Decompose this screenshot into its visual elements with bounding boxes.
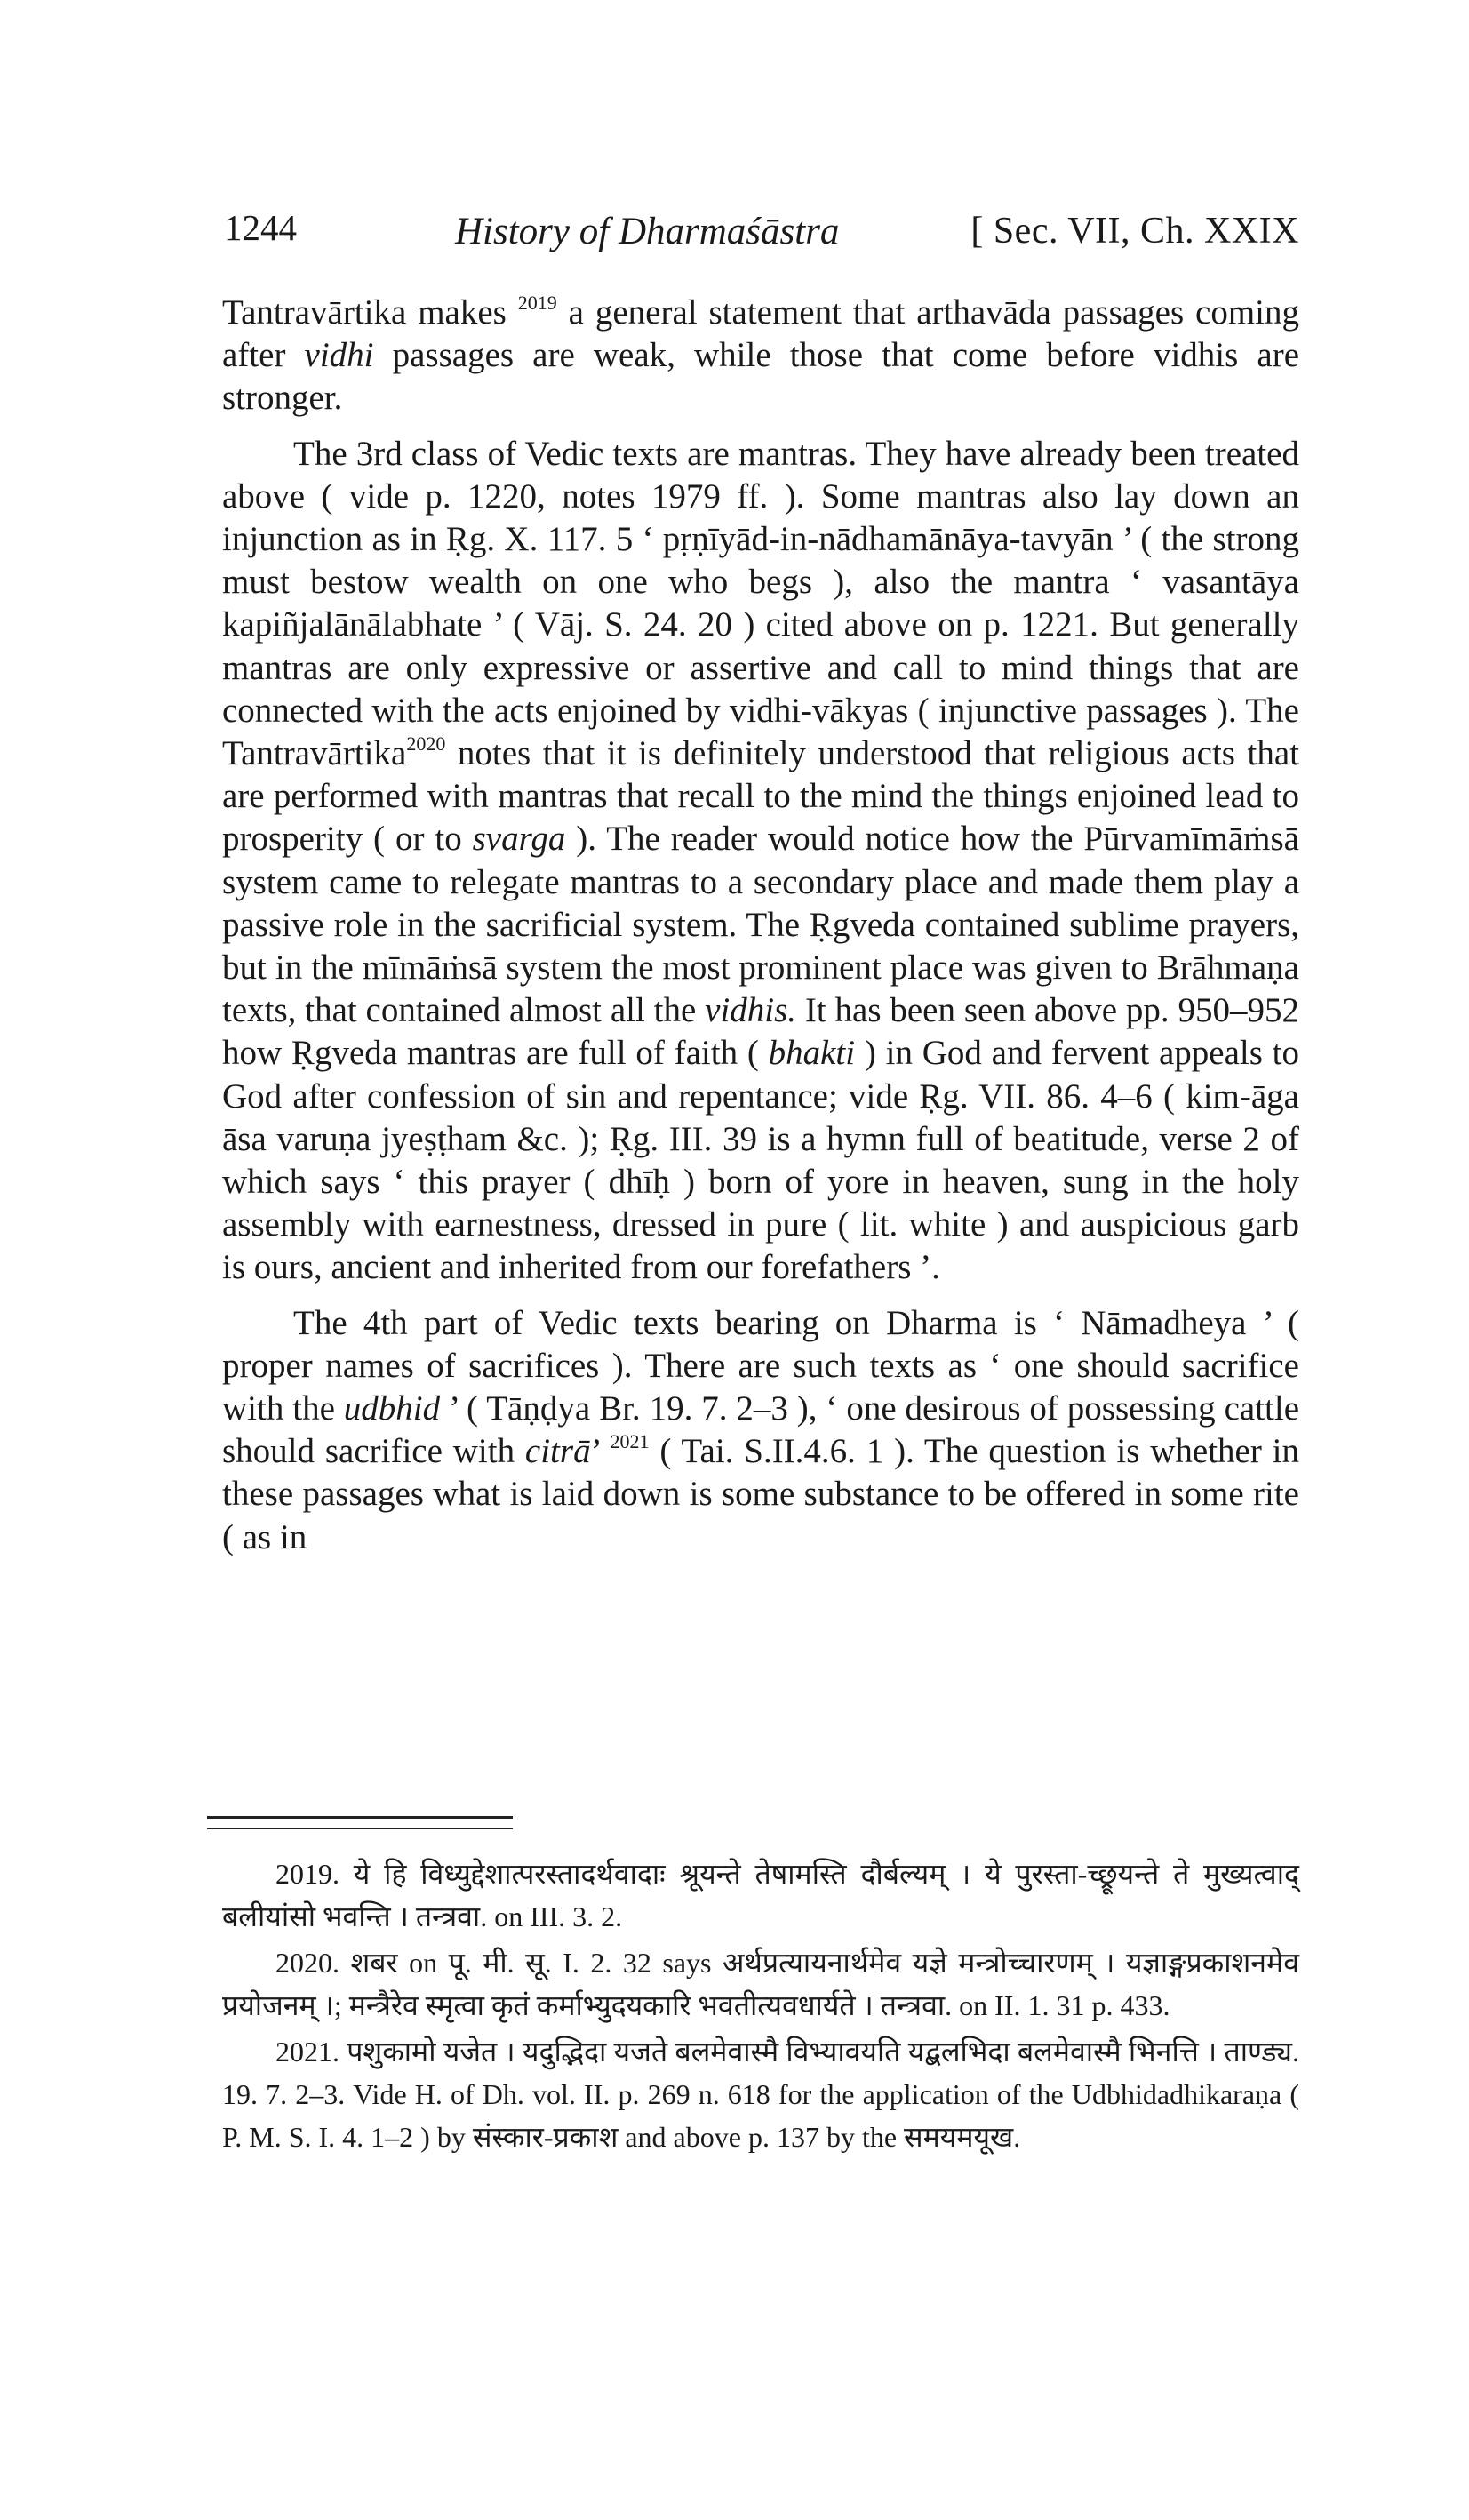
footnote-ref-2021: 2021 <box>610 1430 650 1453</box>
page-number: 1244 <box>224 207 297 248</box>
section-reference: [ Sec. VII, Ch. XXIX <box>970 211 1299 252</box>
footnotes <box>222 1852 1299 2162</box>
footnote-2020: 2020. शबर on पू. मी. सू. I. 2. 32 says अर्थप्रत्यायनार्थमेव यज्ञे मन्त्रोच्चारणम् । यज्ञाङ्गप्रकाशनमेव प्रयोजनम् ।; मन्त्रैरेव स्मृत्वा कृतं कर्माभ्युदयकारि भवतीत्यवधार्यते । तन्त्रवा. on II. 1. 31 p. 433. <box>222 1947 1299 2021</box>
page-header <box>224 197 1299 260</box>
footnote-2019: 2019. ये हि विध्युद्देशात्परस्तादर्थवादाः श्रूयन्ते तेषामस्ति दौर्बल्यम् । ये पुरस्ता-च्छ्रूयन्ते ते मुख्यत्वाद् बलीयांसो भवन्ति । तन्त्रवा. on III. 3. 2. <box>222 1858 1299 1932</box>
paragraph-namadheya: The 4th part of Vedic texts bearing on Dharma is ‘ Nāmadheya ’ ( proper names of sacrifices ). There are such texts as ‘ one should sacrifice with the udbhid ’ ( Tāṇḍya Br. 19. 7. 2–3 ), ‘ one desirous of possessing cattle should sacrifice with citrā’ $^{2021}$ ( Tai. S.II.4.6. 1 ). The question is whether in these passages what is laid down is some substance to be offered in some rite ( as in <box>222 1303 1300 1556</box>
footnote-2021: 2021. पशुकामो यजेत । यदुद्भिदा यजते बलमेवास्मै विभ्यावयति यद्बलभिदा बलमेवास्मै भिनत्ति । ताण्ड्य. 19. 7. 2–3. Vide H. of Dh. vol. II. p. 269 n. 618 for the application of the Udbhidadhikaraṇa ( P. M. S. I. 4. 1–2 ) by संस्कार-प्रकाश and above p. 137 by the समयमयूख. <box>222 2036 1299 2153</box>
footnote-divider-top <box>207 1816 513 1819</box>
footnote-ref-2020: 2020 <box>406 732 446 756</box>
paragraph-mantras: The 3rd class of Vedic texts are mantras. They have already been treated above ( vide p. 1220, notes 1979 ff. ). Some mantras also lay down an injunction as in Ṛg. X. 117. 5 ‘ pṛṇīyād-in-nādhamānāya-tavyān ’ ( the strong must bestow wealth on one who begs ), also the mantra ‘ vasantāya kapiñjalānālabhate ’ ( Vāj. S. 24. 20 ) cited above on p. 1221. But generally mantras are only expressive or assertive and call to mind things that are connected with the acts enjoined by vidhi-vākyas ( injunctive passages ). The Tantravārtika$^{2020}$ notes that it is definitely understood that religious acts that are performed with mantras that recall to the mind the things enjoined lead to prosperity ( or to svarga ). The reader would notice how the Pūrvamīmāṁsā system came to relegate mantras to a secondary place and made them play a passive role in the sacrificial system. The Ṛgveda contained sublime prayers, but in the mīmāṁsā system the most prominent place was given to Brāhmaṇa texts, that contained almost all the vidhis. It has been seen above pp. 950–952 how Ṛgveda mantras are full of faith ( bhakti ) in God and fervent appeals to God after confession of sin and repentance; vide Ṛg. VII. 86. 4–6 ( kim-āga āsa varuṇa jyeṣṭham &c. ); Ṛg. III. 39 is a hymn full of beatitude, verse 2 of which says ‘ this prayer ( dhīḥ ) born of yore in heaven, sung in the holy assembly with earnestness, dressed in pure ( lit. white ) and auspicious garb is ours, ancient and inherited from our forefathers ’. <box>222 434 1299 1287</box>
paragraph-arthavada: Tantravārtika makes $^{2019}$ a general statement that arthavāda passages coming after vidhi passages are weak, while those that come before vidhis are stronger. <box>222 292 1299 418</box>
footnote-divider-bottom <box>207 1828 513 1829</box>
footnote-ref-2019: 2019 <box>517 292 557 314</box>
main-text <box>222 292 1299 1577</box>
running-title: History of Dharmaśāstra <box>455 211 840 252</box>
